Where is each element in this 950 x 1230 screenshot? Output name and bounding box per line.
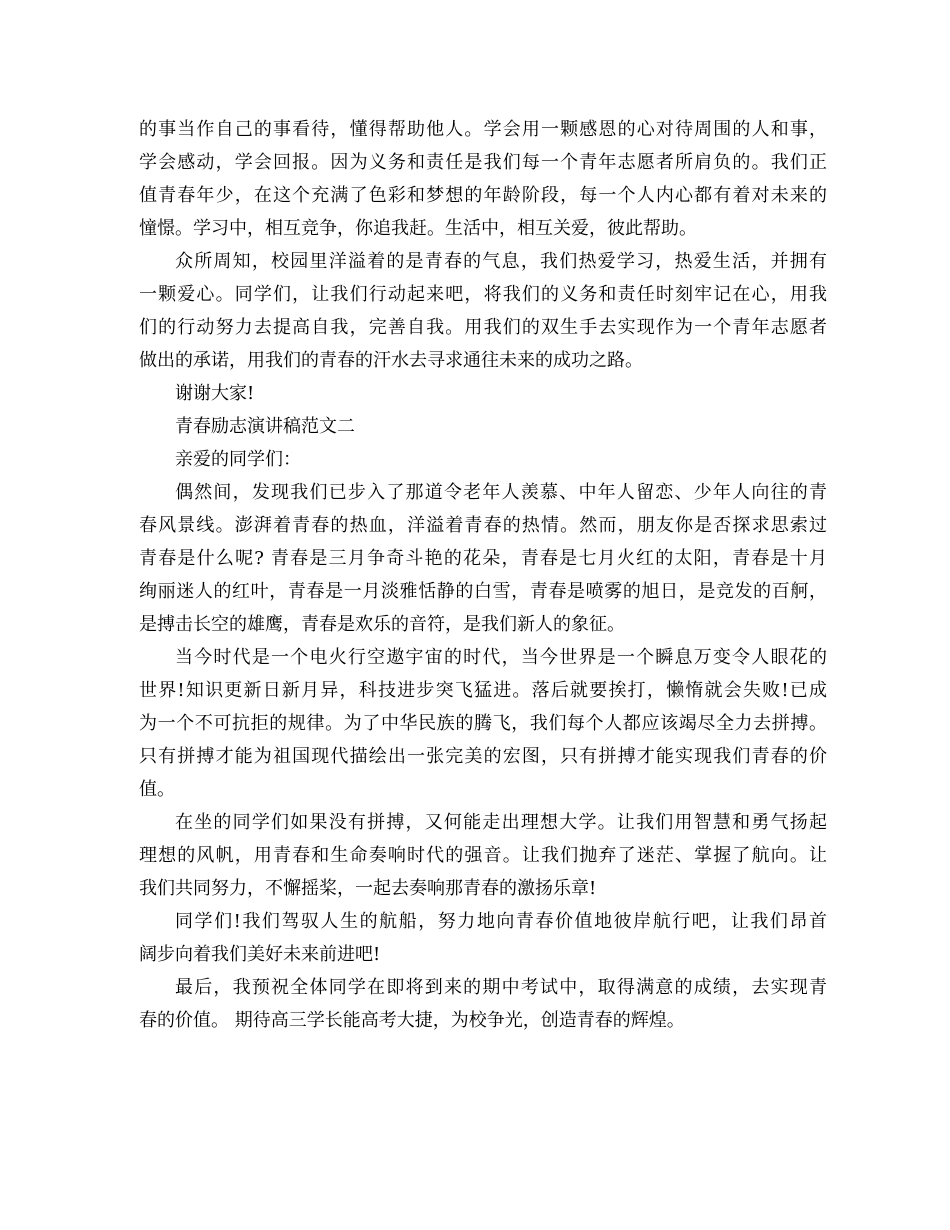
text-line: 一颗爱心。同学们，让我们行动起来吧，将我们的义务和责任时刻牢记在心，用我 xyxy=(139,284,827,305)
text-line: 憧憬。学习中，相互竞争，你追我赶。生活中，相互关爱，彼此帮助。 xyxy=(139,218,697,239)
text-line: 的事当作自己的事看待，懂得帮助他人。学会用一颗感恩的心对待周围的人和事， xyxy=(139,119,827,140)
text-line: 值青春年少，在这个充满了色彩和梦想的年龄阶段，每一个人内心都有着对未来的 xyxy=(139,185,827,206)
text-line: 世界!知识更新日新月异，科技进步突飞猛进。落后就要挨打，懒惰就会失败!已成 xyxy=(139,680,827,701)
text-line: 青春是什么呢? 青春是三月争奇斗艳的花朵，青春是七月火红的太阳，青春是十月 xyxy=(139,548,827,569)
text-line: 们的行动努力去提高自我，完善自我。用我们的双生手去实现作为一个青年志愿者 xyxy=(139,317,827,338)
document-body xyxy=(139,113,827,1037)
text-line: 在坐的同学们如果没有拼搏，又何能走出理想大学。让我们用智慧和勇气扬起 xyxy=(175,812,827,833)
text-line: 做出的承诺，用我们的青春的汗水去寻求通往未来的成功之路。 xyxy=(139,350,643,371)
text-line: 绚丽迷人的红叶，青春是一月淡雅恬静的白雪，青春是喷雾的旭日，是竞发的百舸， xyxy=(139,581,827,602)
text-line: 春的价值。 期待高三学长能高考大捷，为校争光，创造青春的辉煌。 xyxy=(139,1010,685,1031)
text-line: 是搏击长空的雄鹰，青春是欢乐的音符，是我们新人的象征。 xyxy=(139,614,625,635)
text-line: 当今时代是一个电火行空遨宇宙的时代，当今世界是一个瞬息万变令人眼花的 xyxy=(175,647,827,668)
text-line: 偶然间，发现我们已步入了那道令老年人羡慕、中年人留恋、少年人向往的青 xyxy=(175,482,827,503)
text-line: 理想的风帆，用青春和生命奏响时代的强音。让我们抛弃了迷茫、掌握了航向。让 xyxy=(139,845,827,866)
text-line: 值。 xyxy=(139,779,175,800)
text-line: 我们共同努力，不懈摇桨，一起去奏响那青春的激扬乐章! xyxy=(139,878,597,899)
text-line: 最后，我预祝全体同学在即将到来的期中考试中，取得满意的成绩，去实现青 xyxy=(175,977,827,998)
text-line: 谢谢大家! xyxy=(175,383,255,404)
text-line: 只有拼搏才能为祖国现代描绘出一张完美的宏图，只有拼搏才能实现我们青春的价 xyxy=(139,746,827,767)
text-line: 学会感动，学会回报。因为义务和责任是我们每一个青年志愿者所肩负的。我们正 xyxy=(139,152,827,173)
text-line: 春风景线。澎湃着青春的热血，洋溢着青春的热情。然而，朋友你是否探求思索过 xyxy=(139,515,827,536)
text-line: 阔步向着我们美好未来前进吧! xyxy=(139,944,381,965)
text-line: 众所周知，校园里洋溢着的是青春的气息，我们热爱学习，热爱生活，并拥有 xyxy=(175,251,827,272)
text-line: 为一个不可抗拒的规律。为了中华民族的腾飞，我们每个人都应该竭尽全力去拼搏。 xyxy=(139,713,827,734)
text-line: 亲爱的同学们： xyxy=(175,449,301,470)
text-line: 同学们!我们驾驭人生的航船，努力地向青春价值地彼岸航行吧，让我们昂首 xyxy=(175,911,827,932)
text-line: 青春励志演讲稿范文二 xyxy=(175,416,355,437)
